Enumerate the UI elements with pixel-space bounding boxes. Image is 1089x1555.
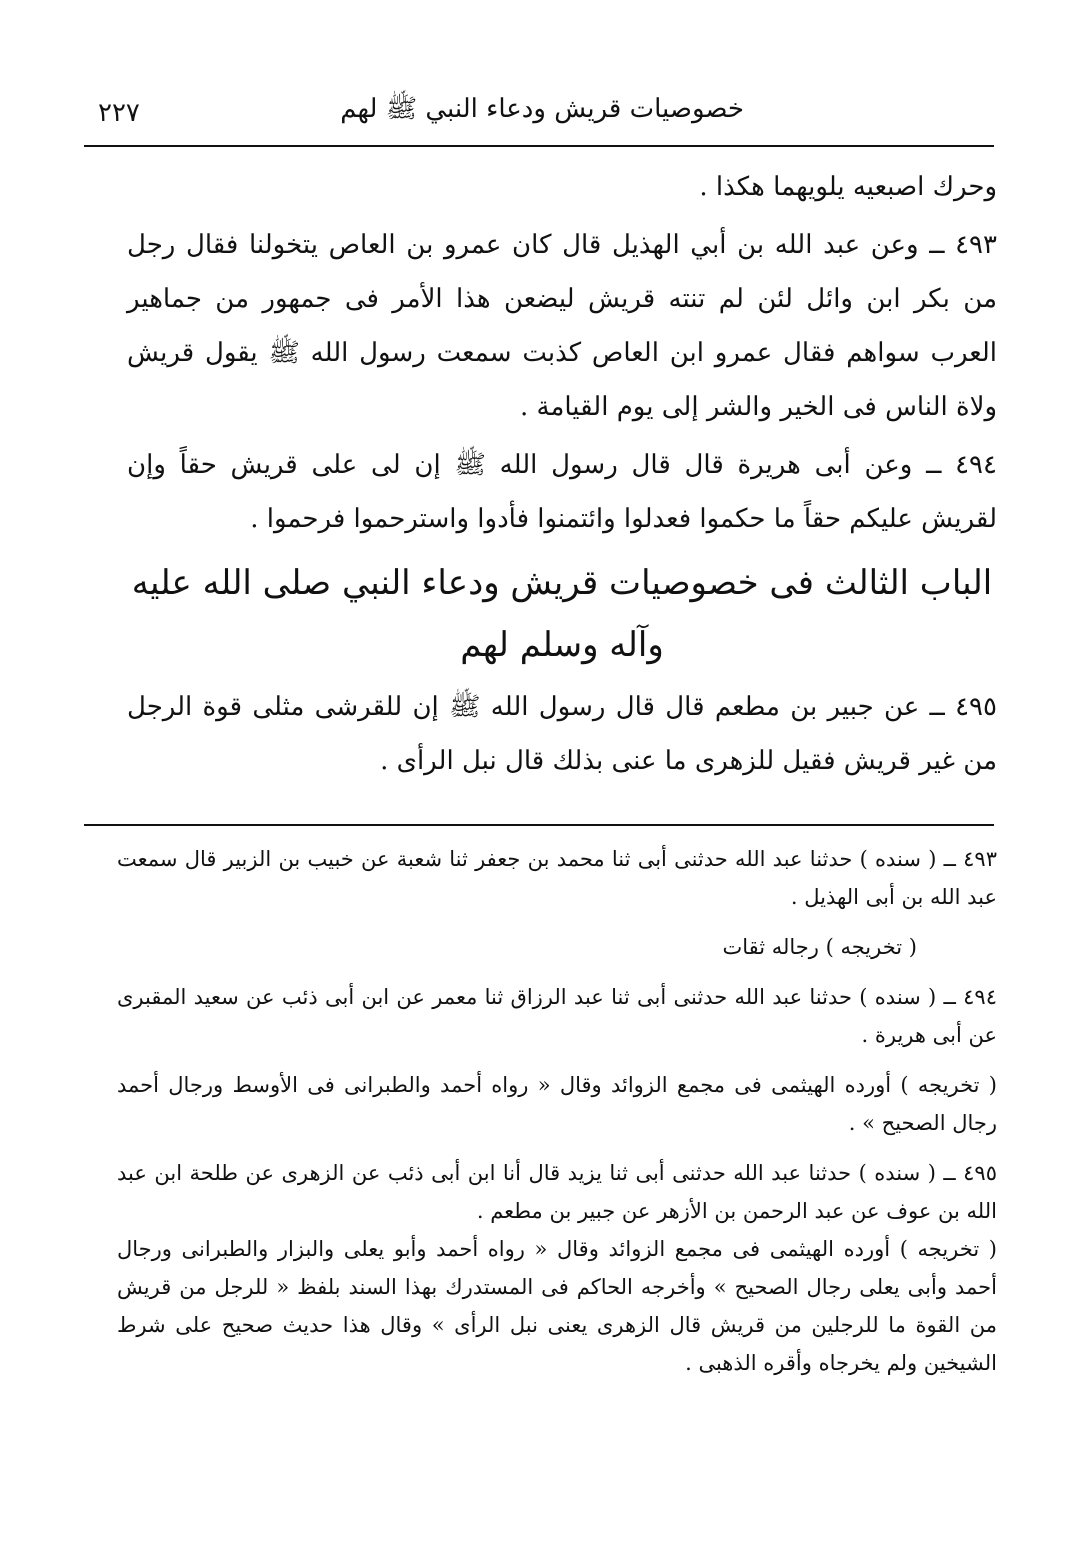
page-header [84, 92, 994, 142]
hadith-495: ٤٩٥ ــ عن جبير بن مطعم قال قال رسول الله ﷺ إن للقرشى مثلى قوة الرجل من غير قريش فقيل للزهرى ما عنى بذلك قال نبل الرأى . [127, 692, 997, 776]
paragraph-continuation: وحرك اصبعيه يلويهما هكذا . [699, 172, 997, 202]
hadith-494: ٤٩٤ ــ وعن أبى هريرة قال قال رسول الله ﷺ إن لى على قريش حقاً وإن لقريش عليكم حقاً ما حكموا فعدلوا وائتمنوا فأدوا واسترحموا فرحموا . [127, 450, 997, 534]
note-495-sanad: ٤٩٥ ــ ( سنده ) حدثنا عبد الله حدثنى أبى ثنا يزيد قال أنا ابن أبى ذئب عن الزهرى عن طلحة ابن عبد الله بن عوف عن عبد الرحمن بن الأزهر عن جبير بن مطعم . [117, 1161, 997, 1223]
running-title: خصوصيات قريش ودعاء النبي ﷺ لهم [340, 94, 744, 124]
note-495-takhrij: ( تخريجه ) أورده الهيثمى فى مجمع الزوائد وقال « رواه أحمد وأبو يعلى والبزار والطبرانى ورجال أحمد وأبى يعلى رجال الصحيح » وأخرجه الحاكم فى المستدرك بهذا السند بلفظ « للرجل من قريش من القوة ما للرجلين من قريش قال الزهرى يعنى نبل الرأى » وقال هذا حديث صحيح على شرط الشيخين ولم يخرجاه وأقره الذهبى . [117, 1237, 997, 1375]
header-rule [84, 145, 994, 147]
note-493-takhrij: ( تخريجه ) رجاله ثقات [722, 935, 917, 959]
note-494-sanad: ٤٩٤ ــ ( سنده ) حدثنا عبد الله حدثنى أبى ثنا عبد الرزاق ثنا معمر عن ابن أبى ذئب عن سعيد المقبرى عن أبى هريرة . [117, 985, 997, 1047]
hadith-493: ٤٩٣ ــ وعن عبد الله بن أبي الهذيل قال كان عمرو بن العاص يتخولنا فقال رجل من بكر ابن وائل لئن لم تنته قريش ليضعن هذا الأمر فى جمهور من جماهير العرب سواهم فقال عمرو ابن العاص كذبت سمعت رسول الله ﷺ يقول قريش ولاة الناس فى الخير والشر إلى يوم القيامة . [127, 230, 997, 422]
main-text [127, 160, 997, 788]
note-494-takhrij: ( تخريجه ) أورده الهيثمى فى مجمع الزوائد وقال « رواه أحمد والطبرانى فى الأوسط ورجال أحمد رجال الصحيح » . [117, 1073, 997, 1135]
footnotes [117, 840, 997, 1382]
note-493-sanad: ٤٩٣ ــ ( سنده ) حدثنا عبد الله حدثنى أبى ثنا محمد بن جعفر ثنا شعبة عن خبيب بن الزبير قال سمعت عبد الله بن أبى الهذيل . [117, 847, 997, 909]
page-number: ٢٢٧ [98, 98, 140, 128]
chapter-title: الباب الثالث فى خصوصيات قريش ودعاء النبي صلى الله عليه وآله وسلم لهم [131, 563, 993, 665]
footnote-rule [84, 824, 994, 826]
